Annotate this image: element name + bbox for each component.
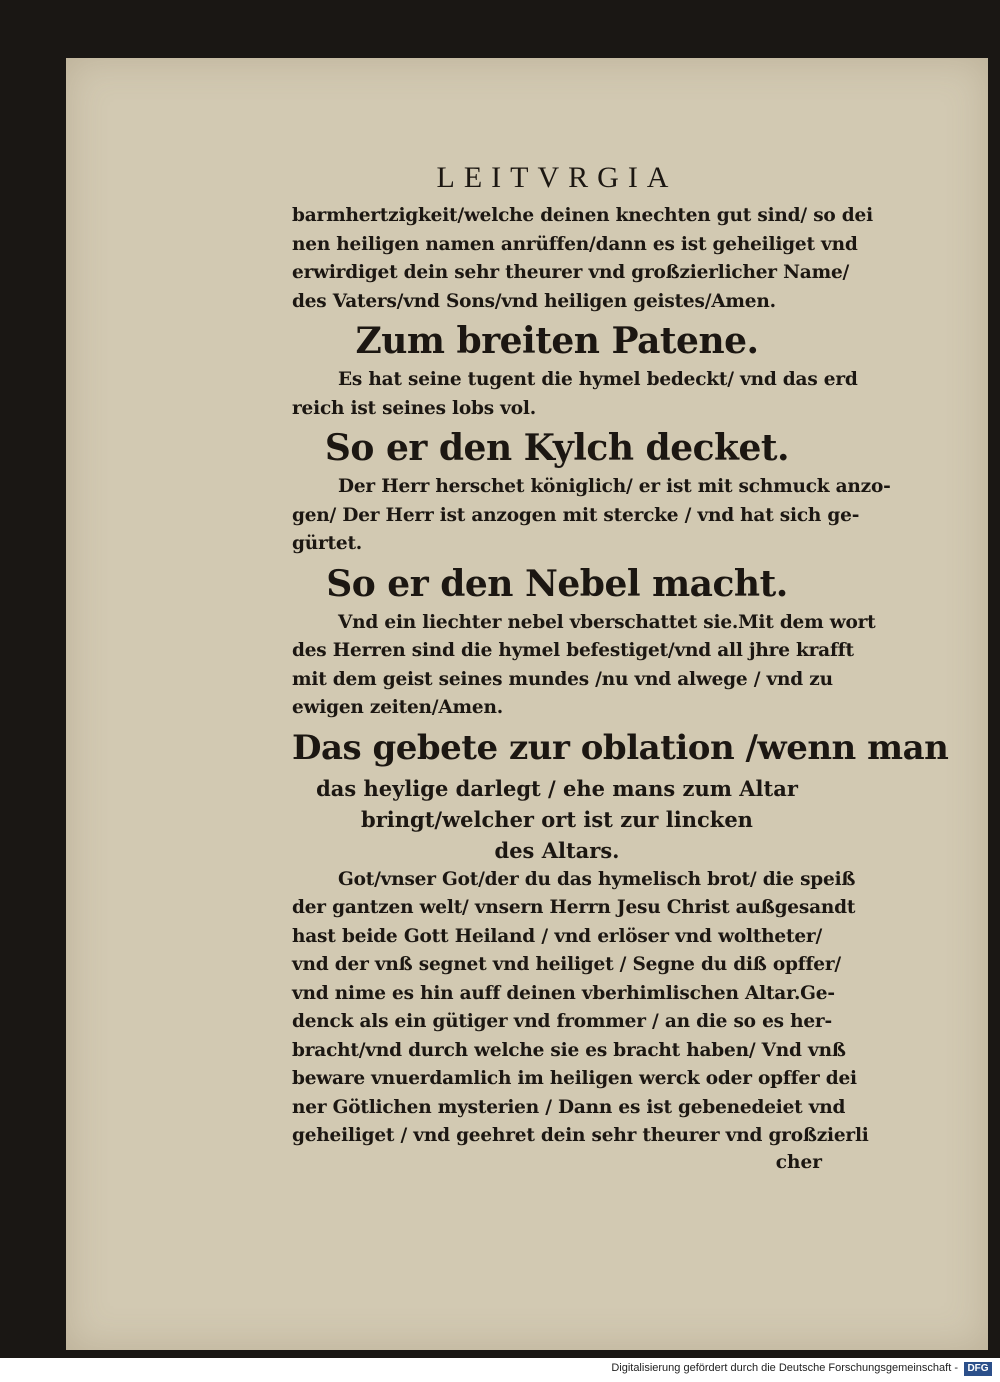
text-line: vnd der vnß segnet vnd heiliget / Segne du diß opffer/ <box>292 954 841 975</box>
text-line: beware vnuerdamlich im heiligen werck oder opffer dei <box>292 1068 857 1089</box>
text-line: Got/vnser Got/der du das hymelisch brot/ die speiß <box>338 868 856 890</box>
text-line: mit dem geist seines mundes /nu vnd alwege / vnd zu <box>292 668 833 690</box>
paragraph-e <box>292 866 869 1151</box>
text-line: gürtet. <box>292 533 363 554</box>
text-line: erwirdiget dein sehr theurer vnd großzierlicher Name/ <box>292 262 850 283</box>
footer-bar <box>0 1358 1000 1382</box>
text-line: des Vaters/vnd Sons/vnd heiligen geistes/Amen. <box>292 290 776 312</box>
footer-credit: Digitalisierung gefördert durch die Deutsche Forschungsgemeinschaft - <box>611 1362 958 1374</box>
text-line: Der Herr herschet königlich/ er ist mit schmuck anzo- <box>338 476 891 497</box>
text-line: reich ist seines lobs vol. <box>292 397 536 419</box>
paragraph-a <box>292 202 873 316</box>
text-line: Vnd ein liechter nebel vberschattet sie.Mit dem wort <box>338 611 876 633</box>
paragraph-c <box>292 473 891 559</box>
text-line: gen/ Der Herr ist anzogen mit stercke / vnd hat sich ge- <box>292 504 860 526</box>
running-head: LEITVRGIA <box>436 161 678 194</box>
section-heading: So er den Nebel macht. <box>326 562 788 605</box>
catchword: cher <box>775 1151 822 1173</box>
section-heading: Das gebete zur oblation /wenn man <box>292 727 949 768</box>
text-line: geheiliget / vnd geehret dein sehr theurer vnd großzierli <box>292 1125 869 1146</box>
text-line: der gantzen welt/ vnsern Herrn Jesu Christ außgesandt <box>292 897 856 918</box>
dfg-logo-icon: DFG <box>964 1362 992 1376</box>
text-line: denck als ein gütiger vnd frommer / an die so es her- <box>292 1011 832 1032</box>
text-line: ewigen zeiten/Amen. <box>292 697 503 718</box>
section-heading: Zum breiten Patene. <box>355 320 759 362</box>
text-line: bracht/vnd durch welche sie es bracht haben/ Vnd vnß <box>292 1039 846 1061</box>
section-heading: So er den Kylch decket. <box>324 427 790 469</box>
text-line: Es hat seine tugent die hymel bedeckt/ vnd das erd <box>338 369 858 390</box>
heading-subline: das heylige darlegt / ehe mans zum Altar <box>316 775 798 801</box>
heading-subline: des Altars. <box>494 837 620 863</box>
paragraph-b <box>292 366 858 423</box>
heading-subline: bringt/welcher ort ist zur lincken <box>361 806 753 832</box>
text-line: vnd nime es hin auff deinen vberhimlischen Altar.Ge- <box>292 982 835 1004</box>
text-line: ner Götlichen mysterien / Dann es ist gebenedeiet vnd <box>292 1096 846 1118</box>
book-page <box>66 58 988 1350</box>
text-line: des Herren sind die hymel befestiget/vnd all jhre krafft <box>292 640 854 661</box>
text-block <box>292 158 949 1175</box>
text-line: hast beide Gott Heiland / vnd erlöser vnd woltheter/ <box>292 925 822 947</box>
text-line: nen heiligen namen anrüffen/dann es ist geheiliget vnd <box>292 233 858 255</box>
paragraph-d <box>292 609 876 723</box>
text-line: barmhertzigkeit/welche deinen knechten gut sind/ so dei <box>292 205 873 226</box>
